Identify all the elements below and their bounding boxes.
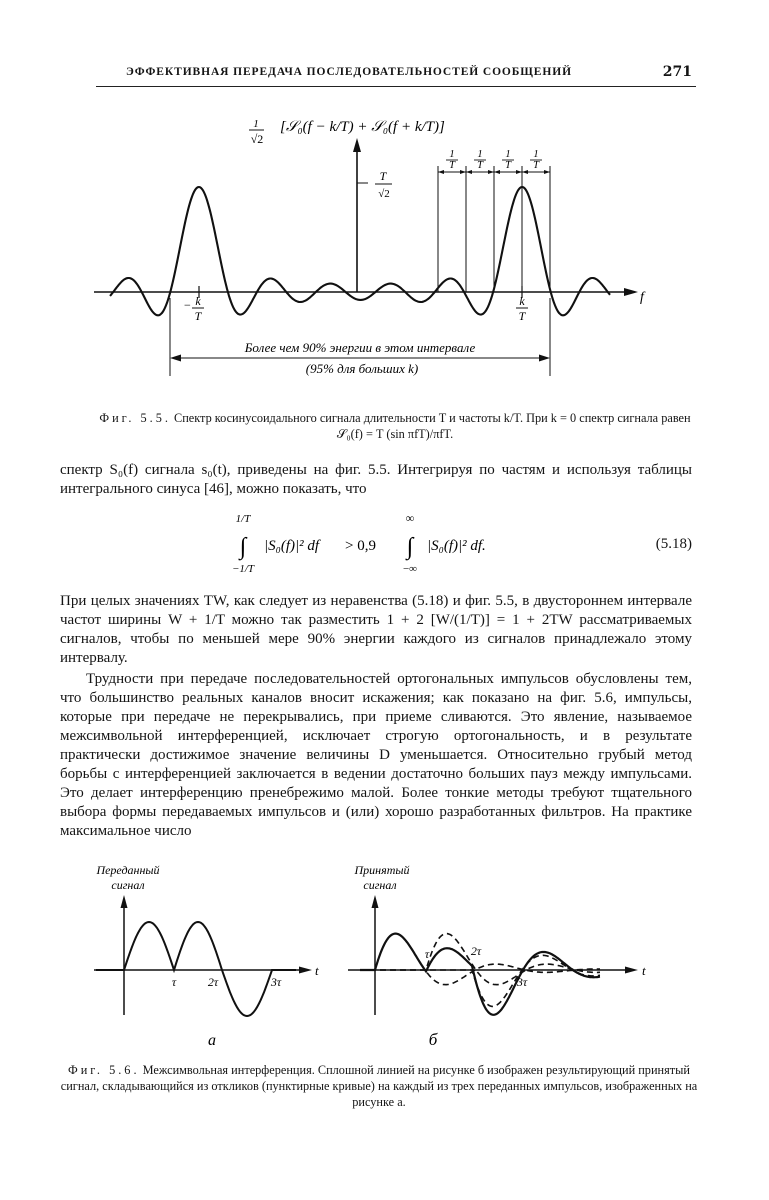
right-lower-limit: −∞ xyxy=(402,563,418,575)
response-curve-1 xyxy=(360,934,600,985)
spacing-num-2: 1 xyxy=(477,149,483,160)
transmitted-signal-curve xyxy=(96,922,296,1016)
figure-5-6-caption xyxy=(58,1062,700,1110)
formula-number: (5.18) xyxy=(655,536,692,552)
energy-annotation-1: Более чем 90% энергии в этом интервале xyxy=(244,340,476,355)
panel-b-3tau: 3τ xyxy=(516,975,528,989)
pos-tick-num: k xyxy=(519,294,525,308)
spacing-num-4: 1 xyxy=(533,149,539,160)
caption-lead: Фиг. 5.6. xyxy=(67,1063,140,1077)
formula-5-18 xyxy=(60,508,692,588)
panel-b-2tau: 2τ xyxy=(470,944,482,958)
panel-b-label: б xyxy=(428,1030,438,1049)
response-curve-2 xyxy=(360,934,600,985)
y-axis-label: [𝒮₀(f − k/T) + 𝒮₀(f + k/T)] xyxy=(280,119,445,135)
x-axis-arrow xyxy=(624,288,638,296)
figure-5-6 xyxy=(0,850,769,1055)
page-number: 271 xyxy=(662,64,692,80)
running-header xyxy=(96,64,696,87)
panel-a-t-label: t xyxy=(315,963,319,978)
peak-label-den: √2 xyxy=(378,188,390,200)
x-axis-label: f xyxy=(640,290,644,305)
spacing-den-3: T xyxy=(505,160,511,171)
paragraph-text: Трудности при передаче последовательностей ортогональных импульсов обусловлены тем, что большинство реальных каналов вносит искажения; как показано на фиг. 5.6, импульсы, которые при передаче не перекрывались, при приеме сливаются. Это явление, называемое межсимвольной интерференцией, исключает строгую ортогональность, и в результате практически достижимое значение величины D уменьшается. Относительно грубый метод борьбы с интерференцией заключается в ведении достаточно больших пауз между импульсами. Это делает интерференцию пренебрежимо малой. Более тонкие методы требуют тщательного выбора формы передаваемых импульсов и (или) хорошо разработанных фильтров. На практике максимальное число xyxy=(60,671,692,839)
neg-tick-num: k xyxy=(195,294,201,308)
y-factor-num: 1 xyxy=(253,118,259,130)
spacing-num-3: 1 xyxy=(505,149,511,160)
formula-relation: > 0,9 xyxy=(345,538,376,554)
left-lower-limit: −1/T xyxy=(231,563,255,575)
spacing-markers xyxy=(438,166,550,292)
pos-tick-den: T xyxy=(518,309,526,323)
integral-sign-right: ∫ xyxy=(406,534,414,560)
svg-text:−: − xyxy=(184,298,191,312)
energy-annotation-2: (95% для больших k) xyxy=(305,361,419,376)
panel-b-t-label: t xyxy=(642,963,646,978)
paragraph-text: спектр S₀(f) сигнала s₀(t), приведены на фиг. 5.5. Интегрируя по частям и используя таблицы интегрального синуса [46], можно показать, что xyxy=(60,462,692,497)
caption-text: Межсимвольная интерференция. Сплошной линией на рисунке б изображен результирующий принятый сигнал, складывающийся из откликов (пунктирные кривые) на каждый из трех переданных импульсов, изображенных на рисунке а. xyxy=(60,1063,698,1109)
panel-a-2tau: 2τ xyxy=(207,975,219,989)
integral-sign-left: ∫ xyxy=(239,534,247,560)
panel-b-title-2: сигнал xyxy=(363,878,397,892)
spectrum-curve xyxy=(110,187,610,315)
left-upper-limit: 1/T xyxy=(235,513,251,525)
y-factor-den: √2 xyxy=(250,132,264,146)
body-paragraph-1 xyxy=(60,461,692,499)
y-axis-arrow xyxy=(353,138,361,152)
spacing-den-1: T xyxy=(449,160,455,171)
panel-a-title-2: сигнал xyxy=(111,878,145,892)
figure-5-5 xyxy=(0,95,769,400)
body-paragraph-2 xyxy=(60,592,692,668)
neg-tick-den: T xyxy=(194,309,202,323)
body-paragraph-3 xyxy=(60,670,692,841)
caption-text: Спектр косинусоидального сигнала длительности T и частоты k/T. При k = 0 спектр сигнала равен 𝒮₀(f) = T (sin πfT)/πfT. xyxy=(174,411,691,441)
panel-a-3tau: 3τ xyxy=(270,975,282,989)
spacing-num-1: 1 xyxy=(449,149,455,160)
peak-label-num: T xyxy=(379,169,387,183)
left-integrand: |S₀(f)|² df xyxy=(264,538,320,554)
right-upper-limit: ∞ xyxy=(405,511,415,525)
panel-b-title-1: Принятый xyxy=(354,863,410,877)
figure-5-5-caption xyxy=(90,410,700,442)
spacing-den-4: T xyxy=(533,160,539,171)
panel-a-label: а xyxy=(208,1032,216,1049)
right-integrand: |S₀(f)|² df. xyxy=(427,538,486,554)
spacing-den-2: T xyxy=(477,160,483,171)
paragraph-text: При целых значениях TW, как следует из неравенства (5.18) и фиг. 5.5, в двустороннем интервале частот ширины W + 1/T можно так разместить 1 + 2 [W/(1/T)] = 1 + 2TW рассматриваемых сигналов, чтобы по меньшей мере 90% энергии каждого из сигналов принадлежало этому интервалу. xyxy=(60,593,692,666)
panel-a-tau: τ xyxy=(171,975,177,989)
running-title: ЭФФЕКТИВНАЯ ПЕРЕДАЧА ПОСЛЕДОВАТЕЛЬНОСТЕЙ СООБЩЕНИЙ xyxy=(126,66,572,78)
panel-b-tau: τ xyxy=(424,947,430,961)
panel-a-title-1: Переданный xyxy=(96,863,160,877)
caption-lead: Фиг. 5.5. xyxy=(99,411,171,425)
